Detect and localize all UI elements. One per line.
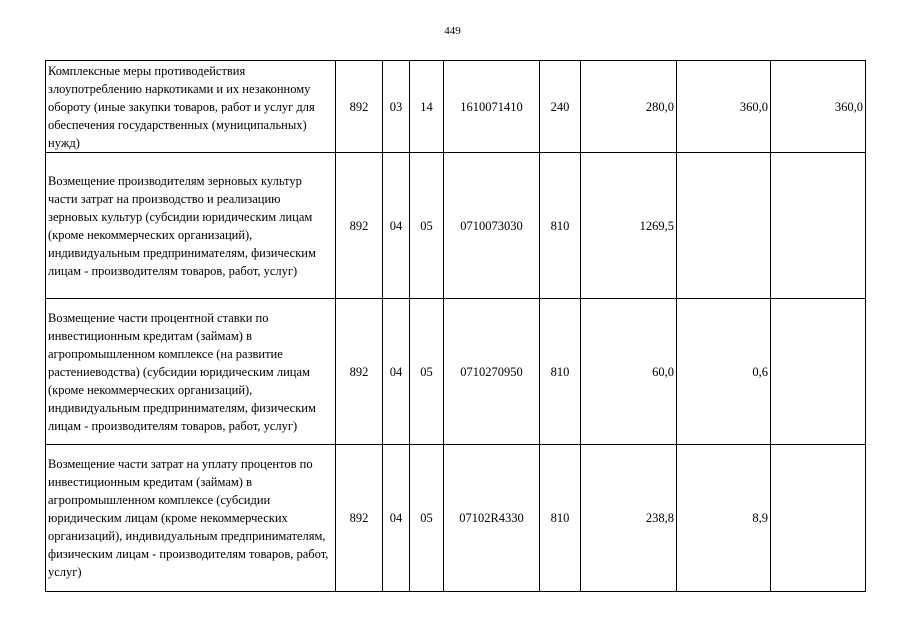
row-description: Возмещение части процентной ставки по инвестиционным кредитам (займам) в агропромышленном комплексе (на развитие растениеводства) (субсидии юридическим лицам (кроме некоммерческих организаций), индивидуальным предпринимателям, физическим лицам - производителям товаров, работ, услуг) bbox=[46, 299, 336, 445]
table-row bbox=[46, 61, 866, 153]
amount-3 bbox=[771, 299, 866, 445]
ministry-code: 892 bbox=[336, 61, 383, 153]
amount-1: 238,8 bbox=[581, 445, 677, 592]
ministry-code: 892 bbox=[336, 153, 383, 299]
section-code: 04 bbox=[383, 153, 410, 299]
ministry-code: 892 bbox=[336, 445, 383, 592]
table-row bbox=[46, 153, 866, 299]
subsection-code: 05 bbox=[410, 153, 444, 299]
expense-type-code: 810 bbox=[540, 445, 581, 592]
expense-type-code: 810 bbox=[540, 299, 581, 445]
amount-3 bbox=[771, 153, 866, 299]
row-description: Возмещение части затрат на уплату процентов по инвестиционным кредитам (займам) в агропромышленном комплексе (субсидии юридическим лицам (кроме некоммерческих организаций), индивидуальным предпринимателям, физическим лицам - производителям товаров, работ, услуг) bbox=[46, 445, 336, 592]
target-article-code: 0710073030 bbox=[444, 153, 540, 299]
subsection-code: 14 bbox=[410, 61, 444, 153]
expense-type-code: 240 bbox=[540, 61, 581, 153]
amount-3: 360,0 bbox=[771, 61, 866, 153]
table-row bbox=[46, 299, 866, 445]
page-number: 449 bbox=[444, 25, 461, 37]
amount-2: 360,0 bbox=[677, 61, 771, 153]
target-article-code: 0710270950 bbox=[444, 299, 540, 445]
amount-1: 60,0 bbox=[581, 299, 677, 445]
section-code: 04 bbox=[383, 445, 410, 592]
target-article-code: 07102R4330 bbox=[444, 445, 540, 592]
section-code: 03 bbox=[383, 61, 410, 153]
subsection-code: 05 bbox=[410, 299, 444, 445]
row-description: Комплексные меры противодействия злоупотреблению наркотиками и их незаконному обороту (иные закупки товаров, работ и услуг для обеспечения государственных (муниципальных) нужд) bbox=[46, 61, 336, 153]
ministry-code: 892 bbox=[336, 299, 383, 445]
amount-1: 280,0 bbox=[581, 61, 677, 153]
table-row bbox=[46, 445, 866, 592]
row-description: Возмещение производителям зерновых культур части затрат на производство и реализацию зерновых культур (субсидии юридическим лицам (кроме некоммерческих организаций), индивидуальным предпринимателям, физическим лицам - производителям товаров, работ, услуг) bbox=[46, 153, 336, 299]
target-article-code: 1610071410 bbox=[444, 61, 540, 153]
amount-3 bbox=[771, 445, 866, 592]
section-code: 04 bbox=[383, 299, 410, 445]
amount-2: 0,6 bbox=[677, 299, 771, 445]
budget-table bbox=[45, 60, 866, 592]
expense-type-code: 810 bbox=[540, 153, 581, 299]
amount-1: 1269,5 bbox=[581, 153, 677, 299]
subsection-code: 05 bbox=[410, 445, 444, 592]
amount-2 bbox=[677, 153, 771, 299]
amount-2: 8,9 bbox=[677, 445, 771, 592]
